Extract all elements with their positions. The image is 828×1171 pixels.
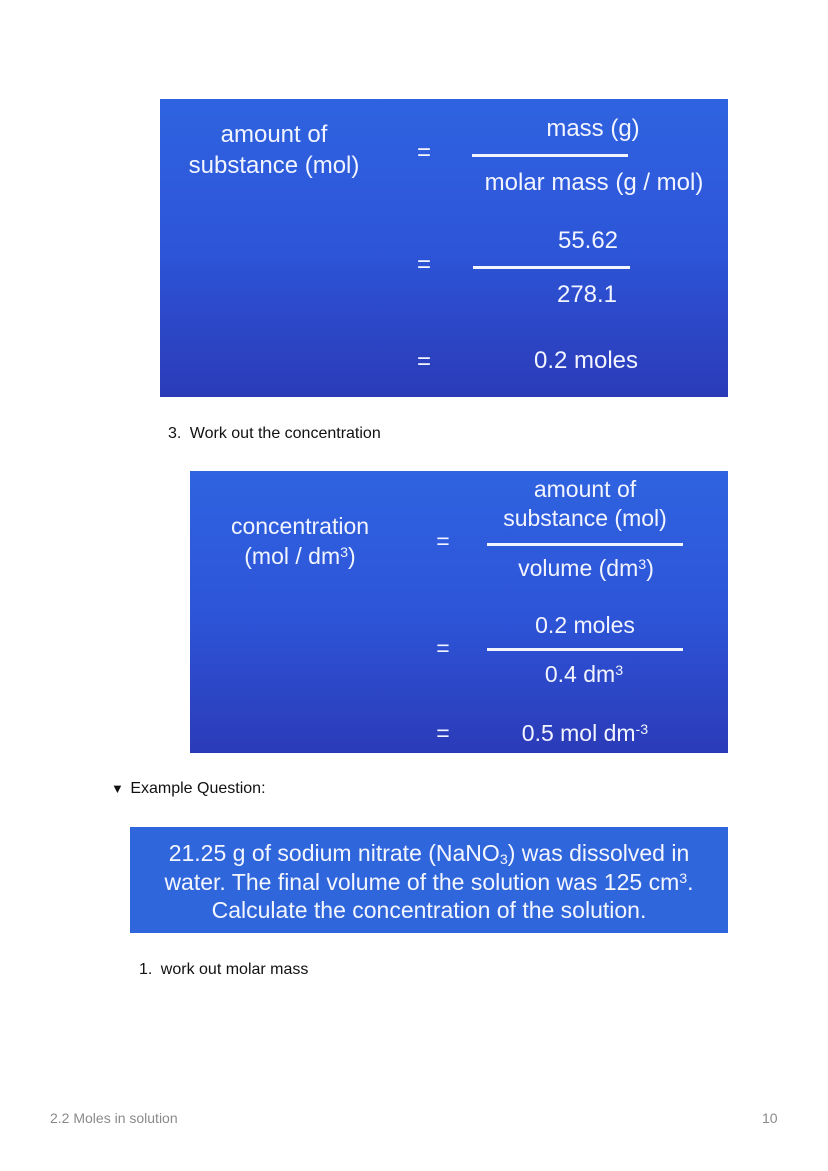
equals-sign-1: = (416, 139, 432, 166)
toggle-label: Example Question: (130, 780, 266, 797)
fraction-bar-1 (472, 154, 628, 157)
page-number: 10 (762, 1110, 778, 1126)
triangle-down-icon: ▼ (111, 781, 124, 796)
formula-image-amount-of-substance (160, 99, 728, 397)
numerator-value: 55.62 (557, 227, 619, 254)
equals-sign-3: = (416, 348, 432, 375)
fraction-bar-2 (473, 266, 630, 269)
result-moles: 0.2 moles (533, 347, 639, 374)
denominator-value: 278.1 (556, 281, 618, 308)
numerator-line1: amount of (533, 476, 637, 502)
step-text: work out molar mass (160, 961, 309, 978)
question-line2: water. The final volume of the solution was 125 $cm^3$. (164, 868, 694, 895)
formula-image-concentration (190, 471, 728, 753)
equals-sign-2: = (436, 635, 450, 661)
example-question-image (130, 827, 728, 933)
step-number: 1. (139, 961, 153, 978)
lhs-label-line2: $(mol / dm^3)$ (244, 543, 356, 569)
lhs-label-line1: concentration (230, 513, 370, 539)
result-concentration: 0.5 mol $dm^{-3}$ (521, 720, 649, 746)
numerator-mass: mass (g) (546, 115, 640, 142)
lhs-label-line2: substance (mol) (188, 152, 360, 179)
fraction-bar-1 (487, 543, 683, 546)
fraction-bar-2 (487, 648, 683, 651)
lhs-label-line1: amount of (220, 121, 328, 148)
step-3 (168, 425, 381, 443)
footer-title: 2.2 Moles in solution (50, 1110, 178, 1126)
step-text: Work out the concentration (189, 425, 381, 442)
step-1 (139, 961, 308, 979)
equals-sign-1: = (436, 528, 450, 554)
question-line3: Calculate the concentration of the solution. (211, 897, 647, 923)
denominator-molar-mass: molar mass (g / mol) (484, 169, 704, 196)
denominator-volume: volume $(dm^3)$ (518, 555, 654, 581)
step-number: 3. (168, 425, 182, 442)
equals-sign-2: = (416, 251, 432, 278)
numerator-value: 0.2 moles (535, 612, 635, 638)
denominator-value: 0.4 $dm^3$ (544, 661, 624, 687)
equals-sign-3: = (436, 720, 450, 746)
example-question-toggle[interactable] (111, 780, 266, 798)
numerator-line2: substance (mol) (503, 505, 667, 531)
question-line1: 21.25 g of sodium nitrate (NaNO$_3$) was dissolved in (168, 840, 690, 868)
